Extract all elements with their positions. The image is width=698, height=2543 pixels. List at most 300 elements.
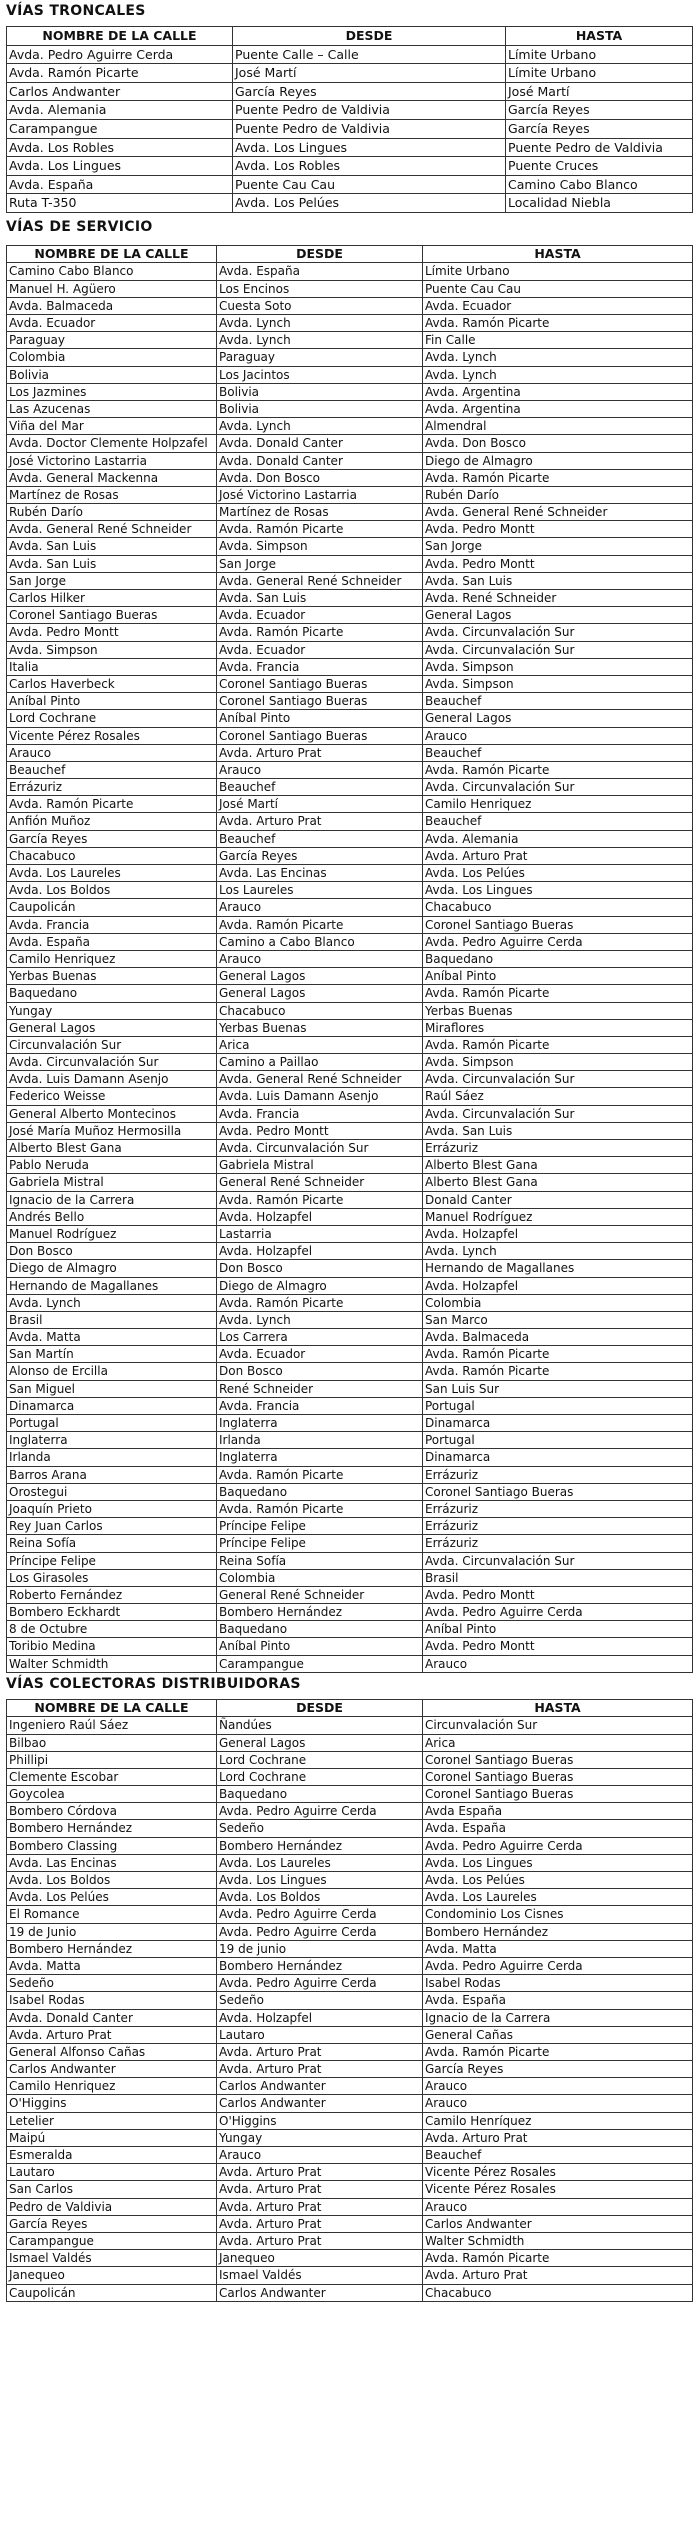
table-row [7, 45, 693, 64]
cell-hasta: Chacabuco [423, 899, 693, 916]
table-row [7, 1002, 693, 1019]
table-row [7, 590, 693, 607]
cell-desde: Coronel Santiago Bueras [217, 693, 423, 710]
cell-hasta: Coronel Santiago Bueras [423, 1483, 693, 1500]
table-row [7, 779, 693, 796]
table-row [7, 968, 693, 985]
cell-desde: Avda. Lynch [217, 1311, 423, 1328]
cell-hasta: Avda. España [423, 1820, 693, 1837]
cell-nombre: José Victorino Lastarria [7, 452, 217, 469]
cell-hasta: Avda. Ramón Picarte [423, 469, 693, 486]
table-row [7, 658, 693, 675]
cell-nombre: San Miguel [7, 1380, 217, 1397]
cell-desde: Yerbas Buenas [217, 1019, 423, 1036]
cell-desde: Lastarria [217, 1225, 423, 1242]
cell-desde: Baquedano [217, 1786, 423, 1803]
cell-hasta: Rubén Darío [423, 486, 693, 503]
cell-hasta: Avda. Los Pelúes [423, 865, 693, 882]
cell-nombre: Avda. Pedro Aguirre Cerda [7, 45, 233, 64]
cell-hasta: Hernando de Magallanes [423, 1260, 693, 1277]
cell-hasta: Aníbal Pinto [423, 968, 693, 985]
table-row [7, 1140, 693, 1157]
cell-hasta: Yerbas Buenas [423, 1002, 693, 1019]
table-row [7, 1535, 693, 1552]
table-row [7, 1260, 693, 1277]
cell-desde: Inglaterra [217, 1415, 423, 1432]
cell-nombre: Federico Weisse [7, 1088, 217, 1105]
cell-nombre: Carlos Andwanter [7, 2061, 217, 2078]
table-row [7, 175, 693, 194]
cell-nombre: Carlos Hilker [7, 590, 217, 607]
cell-hasta: Errázuriz [423, 1140, 693, 1157]
cell-nombre: Esmeralda [7, 2147, 217, 2164]
cell-desde: General René Schneider [217, 1174, 423, 1191]
table-row [7, 950, 693, 967]
cell-nombre: Baquedano [7, 985, 217, 1002]
cell-hasta: García Reyes [423, 2061, 693, 2078]
cell-desde: Lord Cochrane [217, 1751, 423, 1768]
cell-nombre: Aníbal Pinto [7, 693, 217, 710]
table-row [7, 1655, 693, 1672]
table-row [7, 119, 693, 138]
table-row [7, 1751, 693, 1768]
cell-hasta: Avda. Pedro Aguirre Cerda [423, 1604, 693, 1621]
table-row [7, 2232, 693, 2249]
cell-hasta: Avda. Pedro Montt [423, 1638, 693, 1655]
table-row [7, 1569, 693, 1586]
table-row [7, 1483, 693, 1500]
cell-nombre: Avda. Ramón Picarte [7, 796, 217, 813]
table-row [7, 916, 693, 933]
table-row [7, 1225, 693, 1242]
cell-nombre: Avda. Simpson [7, 641, 217, 658]
cell-desde: Avda. Los Robles [233, 157, 506, 176]
cell-hasta: Aníbal Pinto [423, 1621, 693, 1638]
cell-hasta: Errázuriz [423, 1518, 693, 1535]
table-row [7, 1466, 693, 1483]
cell-desde: General Lagos [217, 1734, 423, 1751]
cell-nombre: Paraguay [7, 332, 217, 349]
cell-hasta: Beauchef [423, 744, 693, 761]
table-row [7, 1768, 693, 1785]
cell-desde: Avda. Pedro Aguirre Cerda [217, 1803, 423, 1820]
table-row [7, 555, 693, 572]
cell-nombre: Avda. San Luis [7, 555, 217, 572]
cell-nombre: Carlos Andwanter [7, 82, 233, 101]
table-row [7, 1243, 693, 1260]
cell-nombre: Gabriela Mistral [7, 1174, 217, 1191]
cell-hasta: San Jorge [423, 538, 693, 555]
table-row [7, 1363, 693, 1380]
table-row [7, 2061, 693, 2078]
cell-hasta: Vicente Pérez Rosales [423, 2181, 693, 2198]
table-row [7, 1311, 693, 1328]
table-row [7, 452, 693, 469]
table-row [7, 624, 693, 641]
cell-hasta: Walter Schmidth [423, 2232, 693, 2249]
table-body [7, 263, 693, 1672]
cell-hasta: Avda. Argentina [423, 383, 693, 400]
table-row [7, 675, 693, 692]
cell-desde: Paraguay [217, 349, 423, 366]
cell-hasta: General Cañas [423, 2026, 693, 2043]
cell-desde: Coronel Santiago Bueras [217, 727, 423, 744]
table-row [7, 830, 693, 847]
table-row [7, 865, 693, 882]
table-row [7, 727, 693, 744]
cell-desde: Avda. Luis Damann Asenjo [217, 1088, 423, 1105]
table-row [7, 157, 693, 176]
cell-nombre: Martínez de Rosas [7, 486, 217, 503]
cell-hasta: Puente Pedro de Valdivia [506, 138, 693, 157]
cell-desde: Puente Cau Cau [233, 175, 506, 194]
cell-hasta: Vicente Pérez Rosales [423, 2164, 693, 2181]
cell-nombre: Manuel H. Agüero [7, 280, 217, 297]
cell-nombre: Rey Juan Carlos [7, 1518, 217, 1535]
table-row [7, 1837, 693, 1854]
table-row [7, 2026, 693, 2043]
cell-hasta: Condominio Los Cisnes [423, 1906, 693, 1923]
cell-hasta: Avda. Ramón Picarte [423, 761, 693, 778]
cell-hasta: Avda. Ramón Picarte [423, 315, 693, 332]
table-row [7, 1552, 693, 1569]
cell-nombre: Toribio Medina [7, 1638, 217, 1655]
cell-nombre: Avda. Los Boldos [7, 1872, 217, 1889]
cell-desde: Irlanda [217, 1432, 423, 1449]
cell-desde: Avda. Arturo Prat [217, 2198, 423, 2215]
table-row [7, 1889, 693, 1906]
cell-desde: Beauchef [217, 779, 423, 796]
table-row [7, 1717, 693, 1734]
cell-nombre: Yerbas Buenas [7, 968, 217, 985]
table-row [7, 1638, 693, 1655]
cell-hasta: Puente Cruces [506, 157, 693, 176]
table-row [7, 1518, 693, 1535]
column-header-nombre: NOMBRE DE LA CALLE [7, 27, 233, 46]
cell-nombre: Bombero Eckhardt [7, 1604, 217, 1621]
cell-desde: General René Schneider [217, 1586, 423, 1603]
cell-desde: Avda. General René Schneider [217, 1071, 423, 1088]
cell-hasta: Avda. Matta [423, 1940, 693, 1957]
cell-desde: Arauco [217, 2147, 423, 2164]
cell-nombre: 19 de Junio [7, 1923, 217, 1940]
table-row [7, 710, 693, 727]
cell-nombre: Avda. Luis Damann Asenjo [7, 1071, 217, 1088]
cell-nombre: Avda. Balmaceda [7, 297, 217, 314]
cell-desde: Carlos Andwanter [217, 2078, 423, 2095]
cell-hasta: Portugal [423, 1432, 693, 1449]
cell-nombre: Caupolicán [7, 899, 217, 916]
table-row [7, 2129, 693, 2146]
table-row [7, 504, 693, 521]
cell-hasta: Errázuriz [423, 1500, 693, 1517]
cell-desde: Avda. General René Schneider [217, 572, 423, 589]
cell-hasta: Avda. Argentina [423, 400, 693, 417]
cell-nombre: Avda. Donald Canter [7, 2009, 217, 2026]
cell-nombre: Inglaterra [7, 1432, 217, 1449]
cell-hasta: Avda. Holzapfel [423, 1225, 693, 1242]
cell-hasta: Avda. Lynch [423, 349, 693, 366]
cell-hasta: Alberto Blest Gana [423, 1157, 693, 1174]
cell-desde: Avda. Las Encinas [217, 865, 423, 882]
cell-hasta: Circunvalación Sur [423, 1717, 693, 1734]
cell-desde: Avda. Simpson [217, 538, 423, 555]
cell-desde: Coronel Santiago Bueras [217, 675, 423, 692]
cell-desde: Avda. Los Lingues [217, 1872, 423, 1889]
cell-desde: Aníbal Pinto [217, 1638, 423, 1655]
cell-desde: Príncipe Felipe [217, 1535, 423, 1552]
cell-desde: Avda. Pedro Montt [217, 1122, 423, 1139]
cell-desde: Carampangue [217, 1655, 423, 1672]
cell-nombre: Rubén Darío [7, 504, 217, 521]
cell-nombre: Letelier [7, 2112, 217, 2129]
table-row [7, 1957, 693, 1974]
table-row [7, 761, 693, 778]
cell-desde: Avda. Lynch [217, 332, 423, 349]
cell-hasta: General Lagos [423, 710, 693, 727]
cell-desde: Avda. Ramón Picarte [217, 1191, 423, 1208]
cell-hasta: Colombia [423, 1294, 693, 1311]
cell-hasta: Avda. Los Laureles [423, 1889, 693, 1906]
table-vias-de-servicio [6, 245, 693, 1673]
cell-hasta: Avda. Pedro Aguirre Cerda [423, 933, 693, 950]
table-row [7, 64, 693, 83]
column-header-hasta: HASTA [506, 27, 693, 46]
cell-desde: René Schneider [217, 1380, 423, 1397]
table-row [7, 2267, 693, 2284]
cell-hasta: Avda. Lynch [423, 366, 693, 383]
cell-nombre: Pablo Neruda [7, 1157, 217, 1174]
table-row [7, 1820, 693, 1837]
cell-hasta: Dinamarca [423, 1415, 693, 1432]
table-row [7, 1500, 693, 1517]
cell-desde: Yungay [217, 2129, 423, 2146]
cell-hasta: Avda. Arturo Prat [423, 847, 693, 864]
cell-desde: Bombero Hernández [217, 1604, 423, 1621]
cell-nombre: Janequeo [7, 2267, 217, 2284]
cell-desde: Lord Cochrane [217, 1768, 423, 1785]
cell-nombre: Avda. Ecuador [7, 315, 217, 332]
cell-nombre: Walter Schmidth [7, 1655, 217, 1672]
cell-nombre: Avda. Doctor Clemente Holpzafel [7, 435, 217, 452]
cell-hasta: Avda. Arturo Prat [423, 2129, 693, 2146]
cell-nombre: Avda. Lynch [7, 1294, 217, 1311]
table-row [7, 194, 693, 213]
table-row [7, 1157, 693, 1174]
table-row [7, 1036, 693, 1053]
cell-nombre: Avda. Matta [7, 1329, 217, 1346]
section-title-vias-de-servicio: VÍAS DE SERVICIO [6, 218, 153, 235]
cell-hasta: Avda. Los Lingues [423, 882, 693, 899]
cell-nombre: Ingeniero Raúl Sáez [7, 1717, 217, 1734]
cell-nombre: Don Bosco [7, 1243, 217, 1260]
table-row [7, 2009, 693, 2026]
cell-nombre: General Lagos [7, 1019, 217, 1036]
cell-desde: Avda. Arturo Prat [217, 2215, 423, 2232]
cell-desde: Los Jacintos [217, 366, 423, 383]
cell-hasta: General Lagos [423, 607, 693, 624]
cell-hasta: Donald Canter [423, 1191, 693, 1208]
cell-hasta: Avda. Circunvalación Sur [423, 1071, 693, 1088]
table-header-row [7, 27, 693, 46]
cell-hasta: Avda. Pedro Montt [423, 1586, 693, 1603]
cell-hasta: Ignacio de la Carrera [423, 2009, 693, 2026]
cell-nombre: Carampangue [7, 2232, 217, 2249]
cell-desde: Camino a Paillao [217, 1054, 423, 1071]
cell-desde: Avda. Arturo Prat [217, 2043, 423, 2060]
cell-desde: Puente Pedro de Valdivia [233, 119, 506, 138]
table-row [7, 1975, 693, 1992]
table-row [7, 1854, 693, 1871]
cell-hasta: Avda. Ramón Picarte [423, 2043, 693, 2060]
cell-desde: García Reyes [233, 82, 506, 101]
cell-hasta: Avda. Simpson [423, 658, 693, 675]
cell-nombre: Avda. Arturo Prat [7, 2026, 217, 2043]
cell-nombre: Dinamarca [7, 1397, 217, 1414]
table-row [7, 1432, 693, 1449]
cell-desde: Los Carrera [217, 1329, 423, 1346]
column-header-desde: DESDE [233, 27, 506, 46]
cell-nombre: Beauchef [7, 761, 217, 778]
cell-hasta: Almendral [423, 418, 693, 435]
table-row [7, 899, 693, 916]
cell-hasta: Camilo Henríquez [423, 2112, 693, 2129]
cell-nombre: Roberto Fernández [7, 1586, 217, 1603]
table-row [7, 2078, 693, 2095]
cell-hasta: Miraflores [423, 1019, 693, 1036]
cell-hasta: Baquedano [423, 950, 693, 967]
cell-hasta: Avda. Circunvalación Sur [423, 1105, 693, 1122]
cell-desde: Arica [217, 1036, 423, 1053]
cell-nombre: Avda. Francia [7, 916, 217, 933]
cell-desde: Don Bosco [217, 1260, 423, 1277]
cell-nombre: Avda. Las Encinas [7, 1854, 217, 1871]
table-row [7, 1786, 693, 1803]
cell-desde: Avda. Los Laureles [217, 1854, 423, 1871]
cell-hasta: Avda. Ramón Picarte [423, 1363, 693, 1380]
column-header-desde: DESDE [217, 245, 423, 263]
cell-nombre: Hernando de Magallanes [7, 1277, 217, 1294]
table-row [7, 1346, 693, 1363]
cell-nombre: Maipú [7, 2129, 217, 2146]
table-row [7, 1872, 693, 1889]
column-header-desde: DESDE [217, 1699, 423, 1717]
cell-hasta: Raúl Sáez [423, 1088, 693, 1105]
table-row [7, 2112, 693, 2129]
cell-hasta: Avda. Ramón Picarte [423, 1036, 693, 1053]
cell-hasta: Avda. España [423, 1992, 693, 2009]
table-row [7, 693, 693, 710]
table-vias-colectoras-distribuidoras [6, 1699, 693, 2302]
cell-desde: Avda. Francia [217, 1105, 423, 1122]
cell-hasta: Avda. Ramón Picarte [423, 1346, 693, 1363]
table-row [7, 521, 693, 538]
cell-nombre: Avda. Los Pelúes [7, 1889, 217, 1906]
cell-hasta: Avda. General René Schneider [423, 504, 693, 521]
cell-desde: Bolivia [217, 383, 423, 400]
cell-hasta: Avda. Ecuador [423, 297, 693, 314]
cell-nombre: Los Jazmines [7, 383, 217, 400]
cell-hasta: Arauco [423, 2078, 693, 2095]
table-row [7, 1940, 693, 1957]
cell-hasta: Avda. Simpson [423, 1054, 693, 1071]
cell-hasta: Puente Cau Cau [423, 280, 693, 297]
section-title-vias-colectoras-distribuidoras: VÍAS COLECTORAS DISTRIBUIDORAS [6, 1675, 301, 1692]
cell-nombre: Avda. General Mackenna [7, 469, 217, 486]
table-vias-troncales [6, 26, 693, 213]
cell-hasta: García Reyes [506, 101, 693, 120]
cell-nombre: Pedro de Valdivia [7, 2198, 217, 2215]
cell-desde: Avda. Pedro Aguirre Cerda [217, 1923, 423, 1940]
cell-hasta: Dinamarca [423, 1449, 693, 1466]
cell-nombre: Vicente Pérez Rosales [7, 727, 217, 744]
cell-desde: Diego de Almagro [217, 1277, 423, 1294]
cell-nombre: Ignacio de la Carrera [7, 1191, 217, 1208]
cell-nombre: Bombero Classing [7, 1837, 217, 1854]
cell-hasta: Avda. Pedro Aguirre Cerda [423, 1837, 693, 1854]
table-row [7, 1054, 693, 1071]
cell-desde: Avda. Donald Canter [217, 435, 423, 452]
cell-hasta: Avda. San Luis [423, 572, 693, 589]
cell-desde: Avda. Arturo Prat [217, 2164, 423, 2181]
cell-desde: Gabriela Mistral [217, 1157, 423, 1174]
cell-nombre: Sedeño [7, 1975, 217, 1992]
cell-hasta: Avda. Don Bosco [423, 435, 693, 452]
document-page [0, 2, 698, 2302]
table-row [7, 1019, 693, 1036]
cell-hasta: Alberto Blest Gana [423, 1174, 693, 1191]
cell-nombre: Goycolea [7, 1786, 217, 1803]
cell-desde: Avda. Holzapfel [217, 1208, 423, 1225]
table-row [7, 366, 693, 383]
table-row [7, 2215, 693, 2232]
column-header-nombre: NOMBRE DE LA CALLE [7, 1699, 217, 1717]
table-row [7, 1923, 693, 1940]
table-row [7, 418, 693, 435]
cell-desde: Avda. San Luis [217, 590, 423, 607]
cell-hasta: Coronel Santiago Bueras [423, 1751, 693, 1768]
cell-nombre: San Jorge [7, 572, 217, 589]
cell-nombre: San Carlos [7, 2181, 217, 2198]
cell-desde: Colombia [217, 1569, 423, 1586]
cell-nombre: Circunvalación Sur [7, 1036, 217, 1053]
table-row [7, 435, 693, 452]
cell-hasta: Camilo Henriquez [423, 796, 693, 813]
table-row [7, 1105, 693, 1122]
table-row [7, 2181, 693, 2198]
cell-hasta: Avda. Alemania [423, 830, 693, 847]
cell-nombre: Avda. Alemania [7, 101, 233, 120]
table-row [7, 383, 693, 400]
cell-desde: Bolivia [217, 400, 423, 417]
table-row [7, 796, 693, 813]
table-row [7, 101, 693, 120]
table-row [7, 1449, 693, 1466]
cell-hasta: Arauco [423, 727, 693, 744]
cell-desde: O'Higgins [217, 2112, 423, 2129]
table-header-row [7, 245, 693, 263]
cell-desde: Arauco [217, 899, 423, 916]
cell-desde: Aníbal Pinto [217, 710, 423, 727]
cell-hasta: Manuel Rodríguez [423, 1208, 693, 1225]
cell-nombre: Bombero Córdova [7, 1803, 217, 1820]
cell-hasta: Diego de Almagro [423, 452, 693, 469]
cell-hasta: Errázuriz [423, 1535, 693, 1552]
cell-nombre: Colombia [7, 349, 217, 366]
cell-hasta: Límite Urbano [423, 263, 693, 280]
table-row [7, 985, 693, 1002]
cell-nombre: Príncipe Felipe [7, 1552, 217, 1569]
